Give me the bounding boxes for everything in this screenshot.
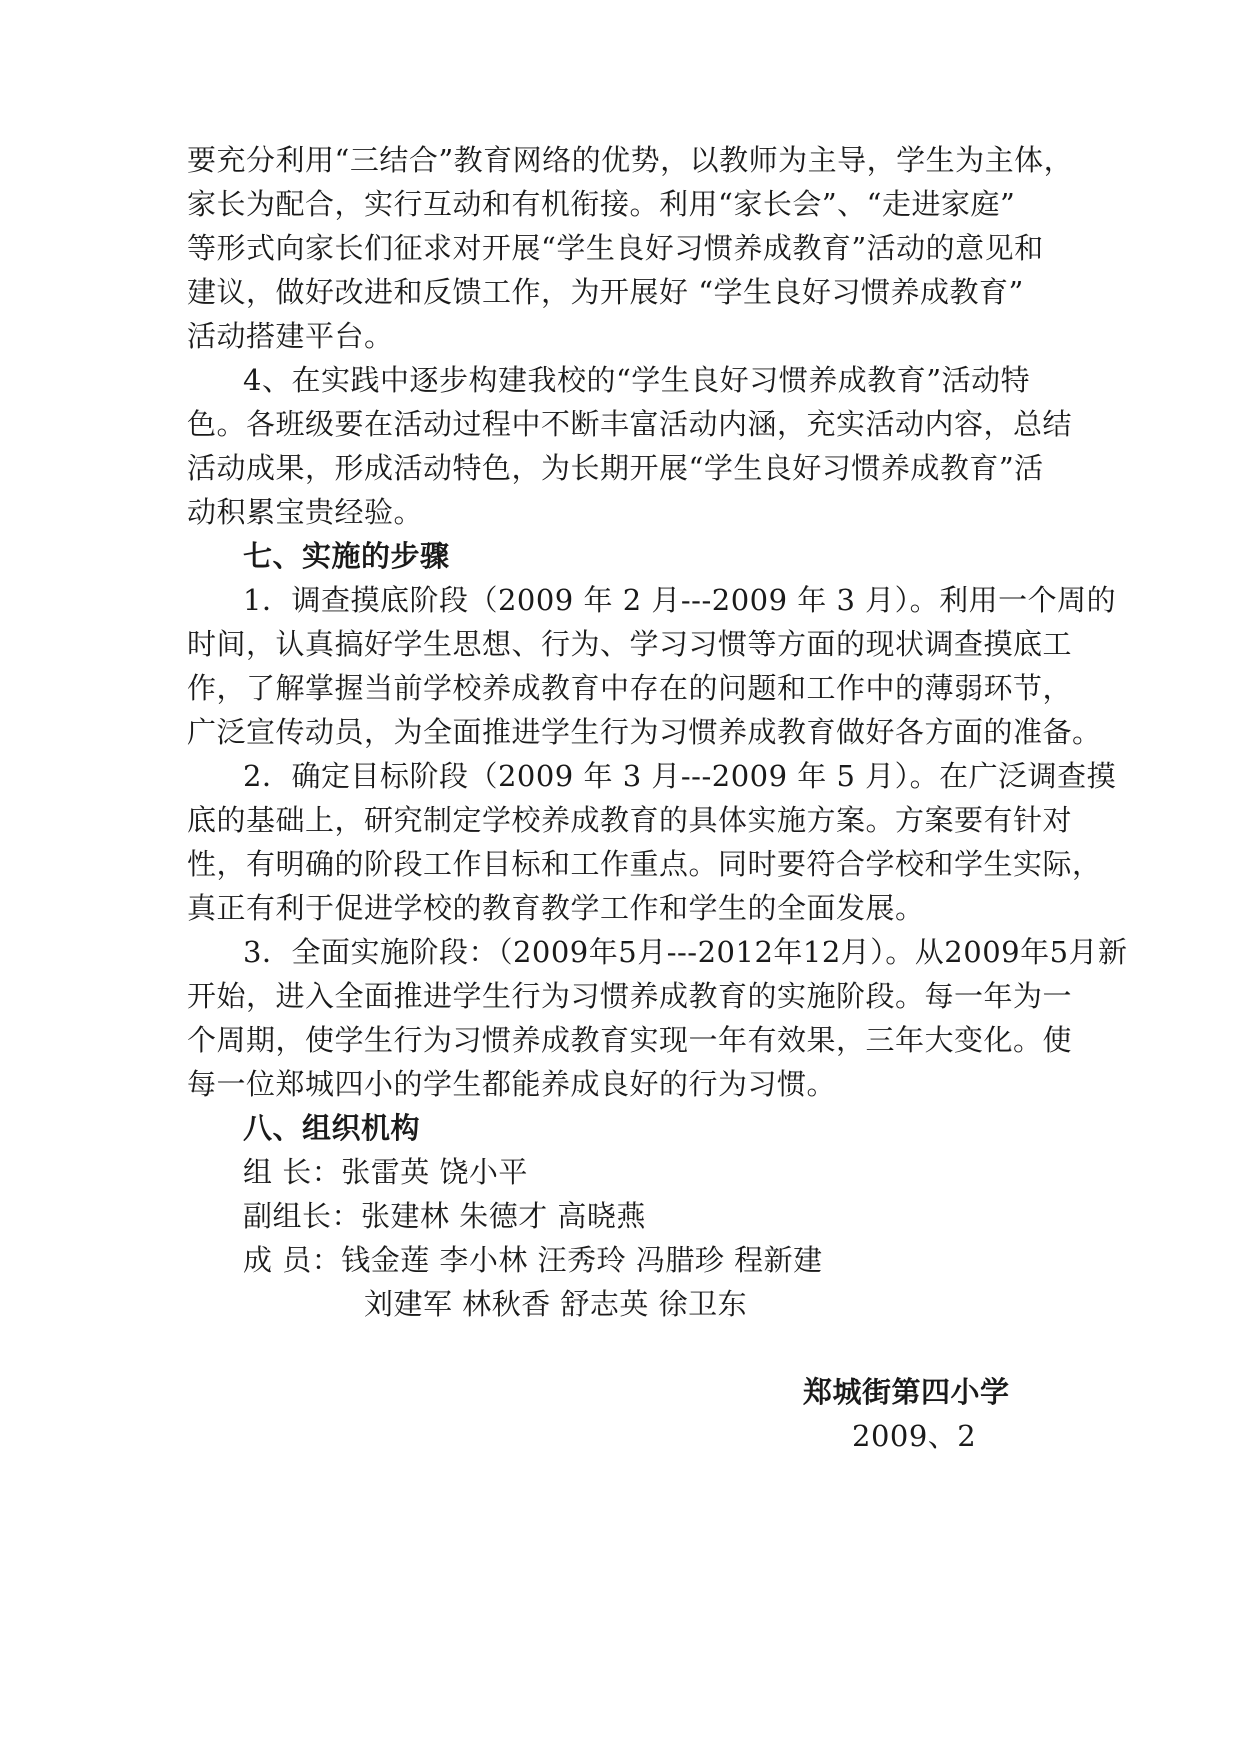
step-1-line-4: 广泛宣传动员，为全面推进学生行为习惯养成教育做好各方面的准备。: [187, 715, 1102, 749]
step-3-line-3: 个周期，使学生行为习惯养成教育实现一年有效果，三年大变化。使: [187, 1023, 1073, 1057]
section-7-heading: 七、实施的步骤: [243, 539, 450, 573]
paragraph-4-line-3: 活动成果，形成活动特色，为长期开展“学生良好习惯养成教育”活: [187, 451, 1044, 485]
step-3-line-2: 开始，进入全面推进学生行为习惯养成教育的实施阶段。每一年为一: [187, 979, 1073, 1013]
step-2-line-1: 2．确定目标阶段（2009 年 3 月---2009 年 5 月）。在广泛调查摸: [243, 759, 1117, 793]
leader-line: 组 长：张雷英 饶小平: [243, 1155, 528, 1189]
section-8-heading: 八、组织机构: [243, 1111, 421, 1145]
step-2-line-2: 底的基础上，研究制定学校养成教育的具体实施方案。方案要有针对: [187, 803, 1073, 837]
signature-date: 2009、2: [852, 1419, 977, 1453]
paragraph-3-line-3: 等形式向家长们征求对开展“学生良好习惯养成教育”活动的意见和: [187, 231, 1044, 265]
step-2-line-4: 真正有利于促进学校的教育教学工作和学生的全面发展。: [187, 891, 925, 925]
paragraph-4-line-1: 4、在实践中逐步构建我校的“学生良好习惯养成教育”活动特: [243, 363, 1031, 397]
step-1-line-2: 时间，认真搞好学生思想、行为、学习习惯等方面的现状调查摸底工: [187, 627, 1073, 661]
step-3-line-4: 每一位郑城四小的学生都能养成良好的行为习惯。: [187, 1067, 837, 1101]
members-line-2: 刘建军 林秋香 舒志英 徐卫东: [364, 1287, 748, 1321]
step-1-line-3: 作，了解掌握当前学校养成教育中存在的问题和工作中的薄弱环节，: [187, 671, 1073, 705]
step-3-line-1: 3．全面实施阶段：（2009年5月---2012年12月）。从2009年5月新: [243, 935, 1128, 969]
paragraph-3-line-5: 活动搭建平台。: [187, 319, 394, 353]
paragraph-3-line-1: 要充分利用“三结合”教育网络的优势，以教师为主导，学生为主体，: [187, 143, 1074, 177]
paragraph-3-line-2: 家长为配合，实行互动和有机衔接。利用“家长会”、“走进家庭”: [187, 187, 1016, 221]
signature-organization: 郑城街第四小学: [803, 1375, 1010, 1409]
members-line-1: 成 员：钱金莲 李小林 汪秀玲 冯腊珍 程新建: [243, 1243, 823, 1277]
paragraph-4-line-4: 动积累宝贵经验。: [187, 495, 424, 529]
vice-leader-line: 副组长：张建林 朱德才 高晓燕: [243, 1199, 646, 1233]
step-1-line-1: 1．调查摸底阶段（2009 年 2 月---2009 年 3 月）。利用一个周的: [243, 583, 1117, 617]
paragraph-3-line-4: 建议，做好改进和反馈工作，为开展好 “学生良好习惯养成教育”: [187, 275, 1024, 309]
step-2-line-3: 性，有明确的阶段工作目标和工作重点。同时要符合学校和学生实际，: [187, 847, 1102, 881]
paragraph-4-line-2: 色。各班级要在活动过程中不断丰富活动内涵，充实活动内容，总结: [187, 407, 1073, 441]
